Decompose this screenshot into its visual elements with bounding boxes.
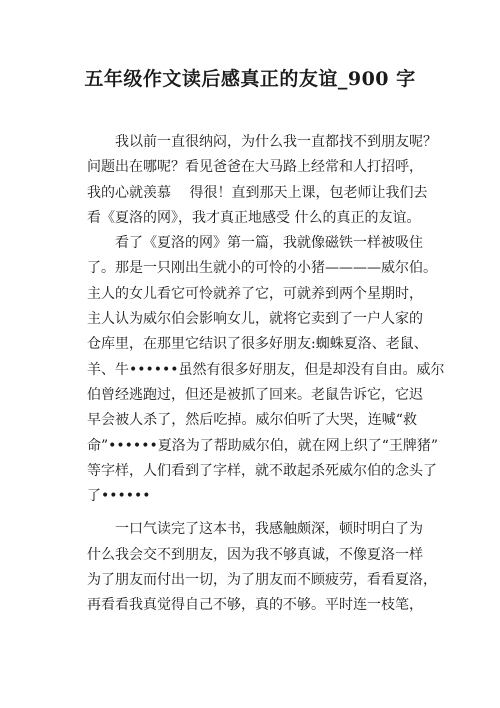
- text-line: 命”••••••夏洛为了帮助威尔伯，就在网上织了“王牌猪”: [87, 437, 439, 454]
- text-line: 我的心就羡慕 得很！直到那天上课，包老师让我们去: [87, 184, 428, 201]
- text-line: 等字样，人们看到了字样，就不敢起杀死威尔伯的念头了: [87, 462, 437, 479]
- text-line: 我以前一直很纳闷，为什么我一直都找不到朋友呢？: [87, 134, 437, 150]
- document-title: 五年级作文读后感真正的友谊_900 字: [84, 68, 416, 90]
- text-line: 再看看我真觉得自己不够，真的不够。平时连一枝笔，: [87, 597, 423, 614]
- document-body: [87, 130, 445, 619]
- text-line: 羊、牛••••••虽然有很多好朋友，但是却没有自由。威尔: [87, 361, 445, 378]
- text-line: 仓库里，在那里它结识了很多好朋友:蜘蛛夏洛、老鼠、: [87, 336, 428, 353]
- text-line: 了。那是一只刚出生就小的可怜的小猪————威尔伯。: [87, 260, 437, 277]
- text-line: 什么我会交不到朋友，因为我不够真诚，不像夏洛一样: [87, 546, 423, 563]
- text-line: 主人认为威尔伯会影响女儿，就将它卖到了一户人家的: [87, 311, 423, 328]
- text-line: 看了《夏洛的网》第一篇，我就像磁铁一样被吸住: [87, 235, 423, 252]
- text-line: 主人的女儿看它可怜就养了它，可就养到两个星期时，: [87, 285, 423, 302]
- text-line: 看《夏洛的网》，我才真正地感受 什么的真正的友谊。: [87, 209, 421, 226]
- paragraph: [87, 517, 437, 618]
- text-line: 问题出在哪呢？看见爸爸在大马路上经常和人打招呼，: [87, 159, 423, 176]
- text-line: 伯曾经逃跑过，但还是被抓了回来。老鼠告诉它，它迟: [87, 386, 423, 403]
- paragraph: [87, 130, 437, 231]
- text-line: 为了朋友而付出一切，为了朋友而不顾疲劳，看看夏洛，: [87, 572, 437, 589]
- text-line: 早会被人杀了，然后吃掉。威尔伯听了大哭，连喊“救: [87, 412, 417, 429]
- paragraph: [87, 231, 445, 509]
- text-line: 一口气读完了这本书，我感触颇深，顿时明白了为: [87, 521, 423, 538]
- text-line: 了••••••: [87, 488, 151, 505]
